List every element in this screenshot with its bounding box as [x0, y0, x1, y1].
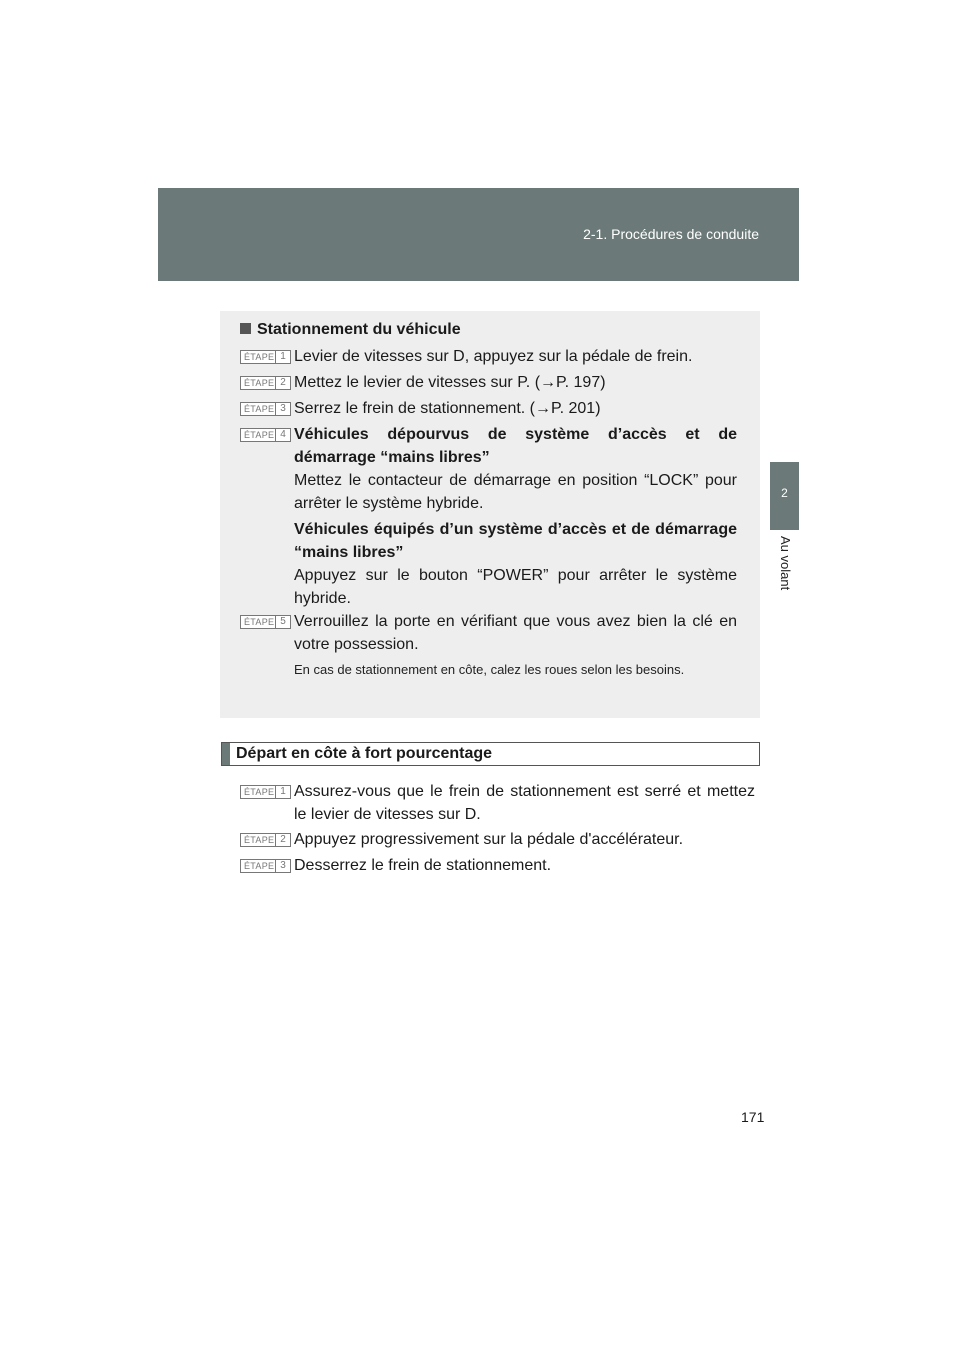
step-badge: ÉTAPE 1 — [240, 350, 291, 364]
step-text: Levier de vitesses sur D, appuyez sur la pédale de frein. — [294, 348, 693, 365]
step-subheading: Véhicules dépourvus de système d’accès et de démarrage “mains libres” — [294, 426, 737, 466]
header-band — [158, 188, 799, 281]
section-header — [221, 742, 760, 766]
step-subheading: Véhicules équipés d’un système d’accès et de démarrage “mains libres” — [294, 521, 737, 561]
step-badge: ÉTAPE 1 — [240, 785, 291, 799]
step-4-block — [294, 423, 737, 610]
step-badge: ÉTAPE 4 — [240, 428, 291, 442]
parking-title-text: Stationnement du véhicule — [257, 321, 461, 338]
section-title: Départ en côte à fort pourcentage — [236, 745, 493, 762]
step-text: Serrez le frein de stationnement. (→P. 201) — [294, 400, 601, 417]
step-text: Mettez le levier de vitesses sur P. (→P. 197) — [294, 374, 606, 391]
step-badge: ÉTAPE 5 — [240, 615, 291, 629]
step-badge: ÉTAPE 2 — [240, 833, 291, 847]
chapter-tab — [770, 462, 799, 530]
parking-title — [240, 321, 461, 339]
page-number: 171 — [741, 1109, 765, 1125]
chapter-title: 2-1. Procédures de conduite — [583, 226, 759, 242]
step-text: Desserrez le frein de stationnement. — [294, 857, 552, 874]
step-text: Mettez le contacteur de démarrage en position “LOCK” pour arrêter le système hybride. — [294, 472, 737, 512]
chapter-number: 2 — [781, 486, 788, 500]
chapter-label: Au volant — [778, 536, 793, 591]
section-header-bar — [222, 743, 230, 765]
step-text: Assurez-vous que le frein de stationnement est serré et mettez le levier de vitesses sur D. — [294, 783, 755, 823]
parking-note: En cas de stationnement en côte, calez les roues selon les besoins. — [294, 662, 685, 677]
step-badge: ÉTAPE 3 — [240, 402, 291, 416]
step-badge: ÉTAPE 3 — [240, 859, 291, 873]
square-bullet-icon — [240, 323, 251, 334]
step-badge: ÉTAPE 2 — [240, 376, 291, 390]
step-text: Appuyez sur le bouton “POWER” pour arrêter le système hybride. — [294, 567, 737, 607]
step-text: Verrouillez la porte en vérifiant que vous avez bien la clé en votre possession. — [294, 613, 737, 653]
step-text: Appuyez progressivement sur la pédale d'accélérateur. — [294, 831, 684, 848]
